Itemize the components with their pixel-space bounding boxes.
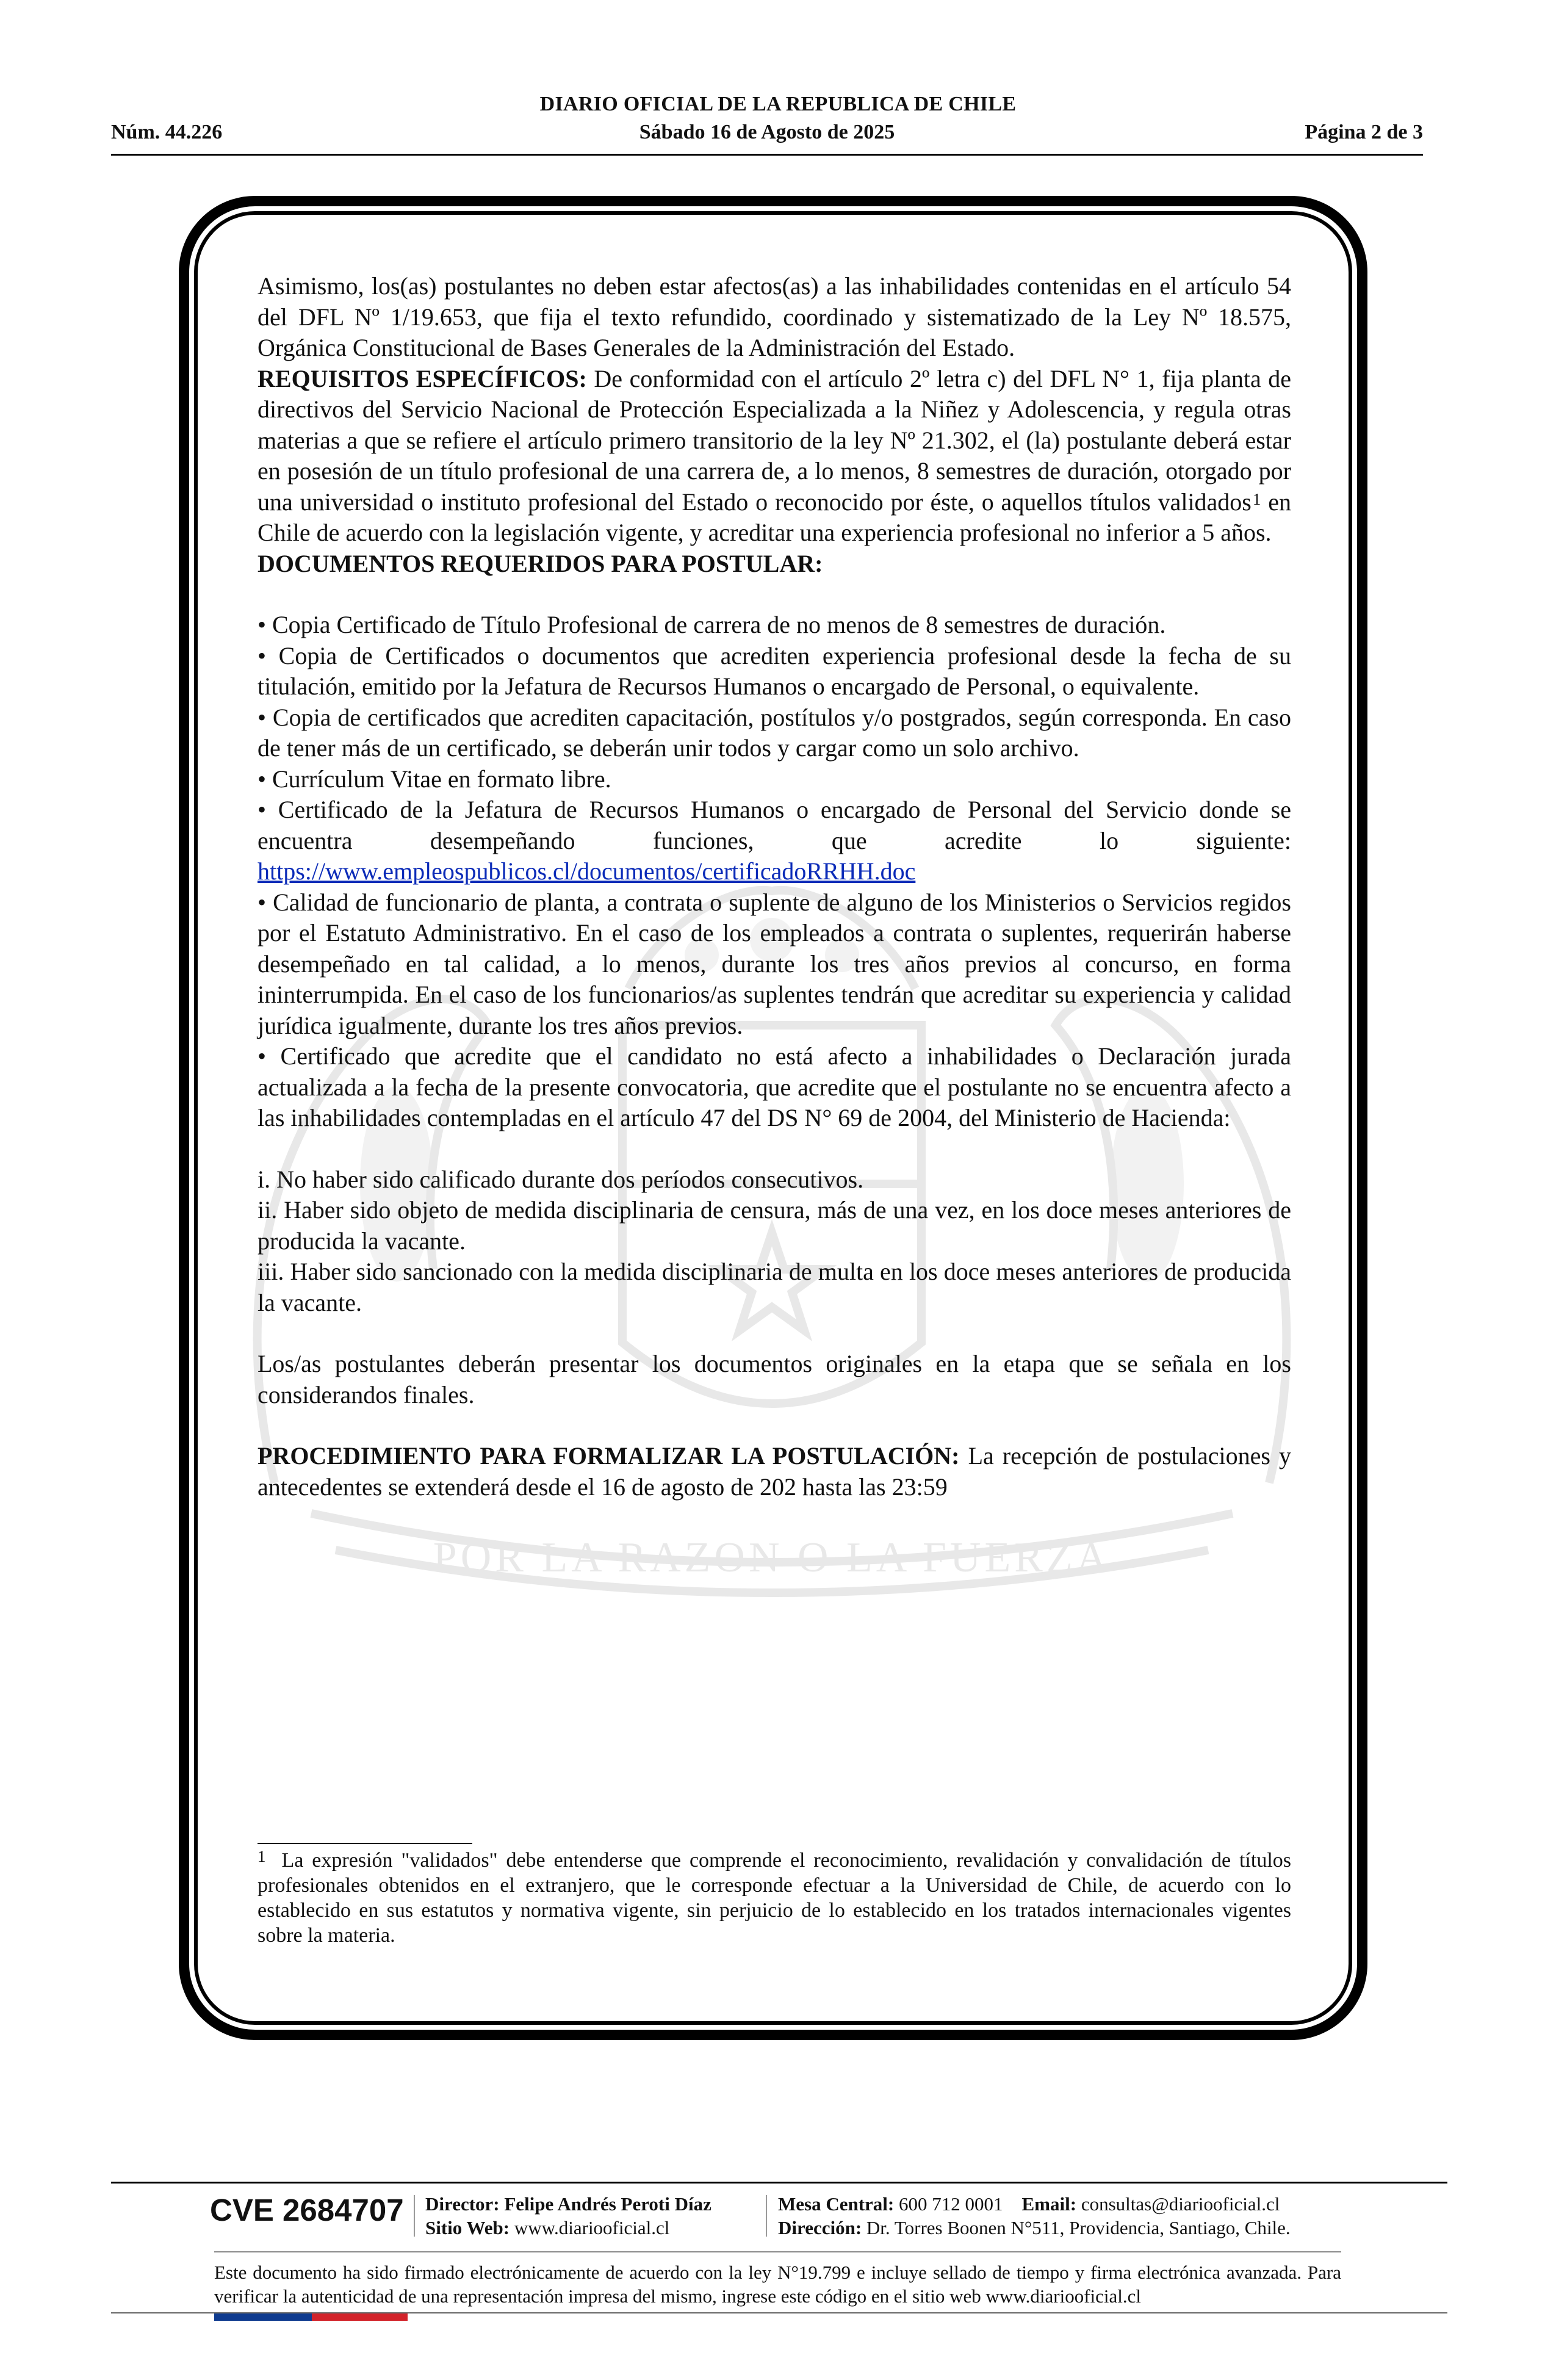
list-item: • Currículum Vitae en formato libre. xyxy=(258,765,611,793)
footnote-number: 1 xyxy=(258,1847,266,1866)
footnote-divider xyxy=(258,1843,472,1844)
footer-separator xyxy=(414,2195,415,2237)
list-item: • Certificado que acredite que el candidato no está afecto a inhabilidades o Declaración jurada actualizada a la fecha de la presente convocatoria, que acredite que el postulante no se encuentra afecto a las inhabilidades contempladas en el artículo 47 del DS N° 69 de 2004, del Ministerio de Hacienda: xyxy=(258,1042,1291,1131)
certificado-rrhh-link[interactable]: https://www.empleospublicos.cl/documentos/certificadoRRHH.doc xyxy=(258,857,916,885)
site-url[interactable]: www.diariooficial.cl xyxy=(514,2217,670,2238)
issue-number: Núm. 44.226 xyxy=(111,121,223,143)
site-label: Sitio Web: xyxy=(425,2217,510,2238)
electronic-signature-notice: Este documento ha sido firmado electrónicamente de acuerdo con la ley N°19.799 e incluye sellado de tiempo y firma electrónica avanzada. Para verificar la autenticidad de una representación impresa del mismo, ingrese este código en el sitio web www.diariooficial.cl xyxy=(214,2262,1341,2307)
requisitos-heading: REQUISITOS ESPECÍFICOS: xyxy=(258,364,587,392)
footer-divider-top xyxy=(111,2182,1447,2183)
paragraph-originales: Los/as postulantes deberán presentar los documentos originales en la etapa que se señala en los considerandos finales. xyxy=(258,1350,1291,1408)
list-item: • Copia Certificado de Título Profesional de carrera de no menos de 8 semestres de duración. xyxy=(258,611,1166,638)
spacer xyxy=(258,1410,1291,1441)
list-item: • Copia de Certificados o documentos que acrediten experiencia profesional desde la fecha de su titulación, emitido por la Jefatura de Recursos Humanos o encargado de Personal, o equivalente. xyxy=(258,641,1291,700)
flag-stripe-red xyxy=(312,2313,408,2321)
footer-contact-block xyxy=(778,2192,1291,2240)
list-item: • Copia de certificados que acrediten capacitación, postítulos y/o postgrados, según corresponda. En caso de tener más de un certificado, se deberán unir todos y cargar como un solo archivo. xyxy=(258,703,1291,762)
inhabilidad-item-ii: ii. Haber sido objeto de medida disciplinaria de censura, más de una vez, en los doce meses anteriores de producida la vacante. xyxy=(258,1196,1291,1255)
email-label: Email: xyxy=(1021,2193,1077,2215)
phone-number: 600 712 0001 xyxy=(899,2193,1003,2215)
list-item: • Calidad de funcionario de planta, a contrata o suplente de alguno de los Ministerios o Servicios regidos por el Estatuto Administrativo. En el caso de los empleados a contrata o suplentes, requerirán haberse desempeñado en tal calidad, a lo menos, durante los tres años previos al concurso, en forma ininterrumpida. En el caso de los funcionarios/as suplentes tendrán que acreditar su experiencia y calidad jurídica igualmente, durante los tres años previos. xyxy=(258,888,1291,1039)
newspaper-title: DIARIO OFICIAL DE LA REPUBLICA DE CHILE xyxy=(539,93,1017,115)
inhabilidad-item-iii: iii. Haber sido sancionado con la medida disciplinaria de multa en los doce meses anteriores de producida la vacante. xyxy=(258,1258,1291,1316)
requisitos-text: De conformidad con el artículo 2º letra c) del DFL N° 1, fija planta de directivos del Servicio Nacional de Protección Especializada a la Niñez y Adolescencia, y regula otras materias a que se refiere el artículo primero transitorio de la ley Nº 21.302, el (la) postulante deberá estar en posesión de un título profesional de una carrera de, a lo menos, 8 semestres de duración, otorgado por una universidad o instituto profesional del Estado o reconocido por éste, o aquellos títulos validados xyxy=(258,364,1291,516)
page-indicator: Página 2 de 3 xyxy=(1305,121,1423,143)
documentos-heading xyxy=(258,549,1291,580)
cve-code: CVE 2684707 xyxy=(210,2193,404,2227)
procedimiento-heading: PROCEDIMIENTO PARA FORMALIZAR LA POSTULACIÓN: xyxy=(258,1442,960,1469)
spacer xyxy=(258,1318,1291,1349)
issue-date: Sábado 16 de Agosto de 2025 xyxy=(639,121,895,143)
inhabilidad-item-i: i. No haber sido calificado durante dos períodos consecutivos. xyxy=(258,1165,864,1193)
procedimiento-text: La recepción de postulaciones y antecedentes se extenderá desde el 16 de agosto de 202 hasta las 23:59 xyxy=(258,1442,1291,1501)
phone-label: Mesa Central: xyxy=(778,2193,895,2215)
list-item-text: • Certificado de la Jefatura de Recursos Humanos o encargado de Personal del Servicio donde se encuentra desempeñando funciones, que acredite lo siguiente: xyxy=(258,796,1291,854)
watermark-motto: POR LA RAZON O LA FUERZA xyxy=(433,1534,1111,1581)
footer-separator xyxy=(766,2195,767,2237)
header-row xyxy=(111,121,1423,148)
footnote xyxy=(258,1848,1291,1948)
main-content xyxy=(258,271,1291,1502)
spacer xyxy=(258,1134,1291,1164)
paragraph-requisitos xyxy=(258,364,1291,549)
director-label: Director: xyxy=(425,2193,500,2215)
email-address[interactable]: consultas@diariooficial.cl xyxy=(1081,2193,1280,2215)
header-divider xyxy=(111,154,1423,156)
flag-stripe-blue xyxy=(214,2313,312,2321)
spacer xyxy=(258,579,1291,610)
paragraph-inhabilidades: Asimismo, los(as) postulantes no deben estar afectos(as) a las inhabilidades contenidas en el artículo 54 del DFL Nº 1/19.653, que fija el texto refundido, coordinado y sistematizado de la Ley Nº 18.575, Orgánica Constitucional de Bases Generales de la Administración del Estado. xyxy=(258,272,1291,361)
footer-divider-middle xyxy=(214,2251,1341,2252)
footer-director-block xyxy=(425,2192,711,2240)
director-name: Felipe Andrés Peroti Díaz xyxy=(504,2193,711,2215)
footnote-reference[interactable]: 1 xyxy=(1252,489,1261,508)
requisitos-text-end: en Chile de acuerdo con la legislación vigente, y acreditar una experiencia profesional no inferior a 5 años. xyxy=(258,488,1292,546)
footnote-text: La expresión "validados" debe entenderse que comprende el reconocimiento, revalidación y convalidación de títulos profesionales obtenidos en el extranjero, que le corresponde efectuar a la Universidad de Chile, de acuerdo con lo establecido en sus estatutos y normativa vigente, sin perjuicio de lo establecido en los tratados internacionales vigentes sobre la materia. xyxy=(258,1849,1291,1947)
list-item xyxy=(258,795,1291,887)
address-text: Dr. Torres Boonen N°511, Providencia, Santiago, Chile. xyxy=(866,2217,1291,2238)
documentos-heading-text: DOCUMENTOS REQUERIDOS PARA POSTULAR: xyxy=(258,549,823,577)
address-label: Dirección: xyxy=(778,2217,862,2238)
paragraph-procedimiento xyxy=(258,1441,1291,1502)
